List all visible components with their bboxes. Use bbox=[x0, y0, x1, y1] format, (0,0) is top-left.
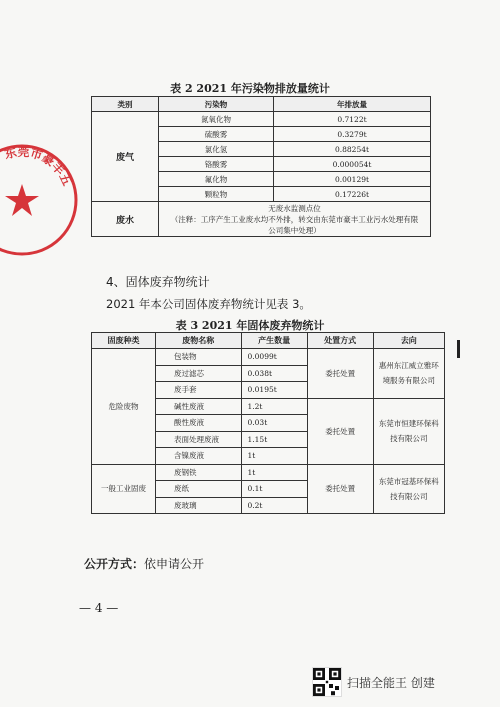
waste-quantity: 0.1t bbox=[241, 481, 307, 498]
category-general-industrial: 一般工业固废 bbox=[92, 464, 156, 514]
waste-quantity: 1.2t bbox=[241, 398, 307, 415]
waste-water-line: （注释：工序产生工业废水均不外排，转交由东莞市豪丰工业污水处理有限 bbox=[170, 214, 419, 224]
page-number: — 4 — bbox=[79, 601, 119, 615]
pollutant-emission-table bbox=[91, 96, 431, 237]
destination: 东莞市恒建环保科技有限公司 bbox=[373, 398, 444, 464]
category-exhaust-gas: 废气 bbox=[92, 112, 159, 202]
table3-title: 表 3 2021 年固体废弃物统计 bbox=[175, 319, 325, 332]
pollutant-name: 氟化物 bbox=[159, 172, 274, 187]
col-header-destination: 去向 bbox=[373, 333, 444, 349]
emission-amount: 0.00129t bbox=[274, 172, 431, 187]
waste-name: 包装物 bbox=[156, 349, 241, 366]
section-heading: 4、固体废弃物统计 bbox=[106, 275, 210, 289]
disclosure-label: 公开方式： bbox=[84, 557, 145, 571]
seal-text: 东莞市豪丰五 bbox=[3, 144, 75, 188]
pollutant-name: 铬酸雾 bbox=[159, 157, 274, 172]
waste-quantity: 0.0099t bbox=[241, 349, 307, 366]
category-waste-water: 废水 bbox=[92, 202, 159, 237]
waste-name: 废钢铁 bbox=[156, 464, 241, 481]
waste-name: 废玻璃 bbox=[156, 497, 241, 514]
table2-title: 表 2 2021 年污染物排放量统计 bbox=[170, 82, 330, 95]
waste-quantity: 1t bbox=[241, 464, 307, 481]
waste-quantity: 0.0195t bbox=[241, 382, 307, 399]
destination: 惠州东江威立雅环境服务有限公司 bbox=[373, 349, 444, 399]
col-header-category: 类别 bbox=[92, 97, 159, 112]
waste-water-note bbox=[159, 202, 431, 237]
emission-amount: 0.7122t bbox=[274, 112, 431, 127]
destination: 东莞市冠基环保科技有限公司 bbox=[373, 464, 444, 514]
pollutant-name: 氯化氢 bbox=[159, 142, 274, 157]
disclosure-value: 依申请公开 bbox=[144, 557, 205, 571]
disposal-method: 委托处置 bbox=[307, 464, 373, 514]
waste-name: 碱性废液 bbox=[156, 398, 241, 415]
emission-amount: 0.3279t bbox=[274, 127, 431, 142]
waste-name: 废过滤芯 bbox=[156, 365, 241, 382]
category-hazardous: 危险废物 bbox=[92, 349, 156, 465]
qr-code-icon bbox=[312, 667, 342, 697]
disposal-method: 委托处置 bbox=[307, 398, 373, 464]
waste-name: 废纸 bbox=[156, 481, 241, 498]
pollutant-name: 颗粒物 bbox=[159, 187, 274, 202]
disclosure-line bbox=[84, 555, 204, 572]
company-seal-icon bbox=[0, 140, 82, 260]
section-intro: 2021 年本公司固体废弃物统计见表 3。 bbox=[106, 297, 311, 311]
col-header-waste-name: 废物名称 bbox=[156, 333, 241, 349]
waste-name: 含镍废液 bbox=[156, 448, 241, 465]
waste-water-line: 公司集中处理） bbox=[268, 225, 321, 235]
emission-amount: 0.88254t bbox=[274, 142, 431, 157]
waste-name: 酸性废液 bbox=[156, 415, 241, 432]
svg-text:东莞市豪丰五 bbox=[3, 144, 74, 188]
waste-quantity: 0.03t bbox=[241, 415, 307, 432]
emission-amount: 0.000054t bbox=[274, 157, 431, 172]
scanner-watermark: 扫描全能王 创建 bbox=[347, 676, 435, 690]
col-header-waste-type: 固废种类 bbox=[92, 333, 156, 349]
waste-name: 废手套 bbox=[156, 382, 241, 399]
col-header-disposal-method: 处置方式 bbox=[307, 333, 373, 349]
col-header-pollutant: 污染物 bbox=[159, 97, 274, 112]
waste-water-line: 无废水监测点位 bbox=[268, 203, 321, 213]
waste-name: 表面处理废液 bbox=[156, 431, 241, 448]
waste-quantity: 1.15t bbox=[241, 431, 307, 448]
emission-amount: 0.17226t bbox=[274, 187, 431, 202]
col-header-annual-emission: 年排放量 bbox=[274, 97, 431, 112]
disposal-method: 委托处置 bbox=[307, 349, 373, 399]
pollutant-name: 氮氧化物 bbox=[159, 112, 274, 127]
waste-quantity: 1t bbox=[241, 448, 307, 465]
col-header-quantity: 产生数量 bbox=[241, 333, 307, 349]
seal-star-icon bbox=[5, 184, 39, 216]
solid-waste-table bbox=[91, 332, 445, 514]
waste-quantity: 0.2t bbox=[241, 497, 307, 514]
waste-quantity: 0.038t bbox=[241, 365, 307, 382]
margin-mark bbox=[457, 340, 460, 358]
pollutant-name: 硫酸雾 bbox=[159, 127, 274, 142]
